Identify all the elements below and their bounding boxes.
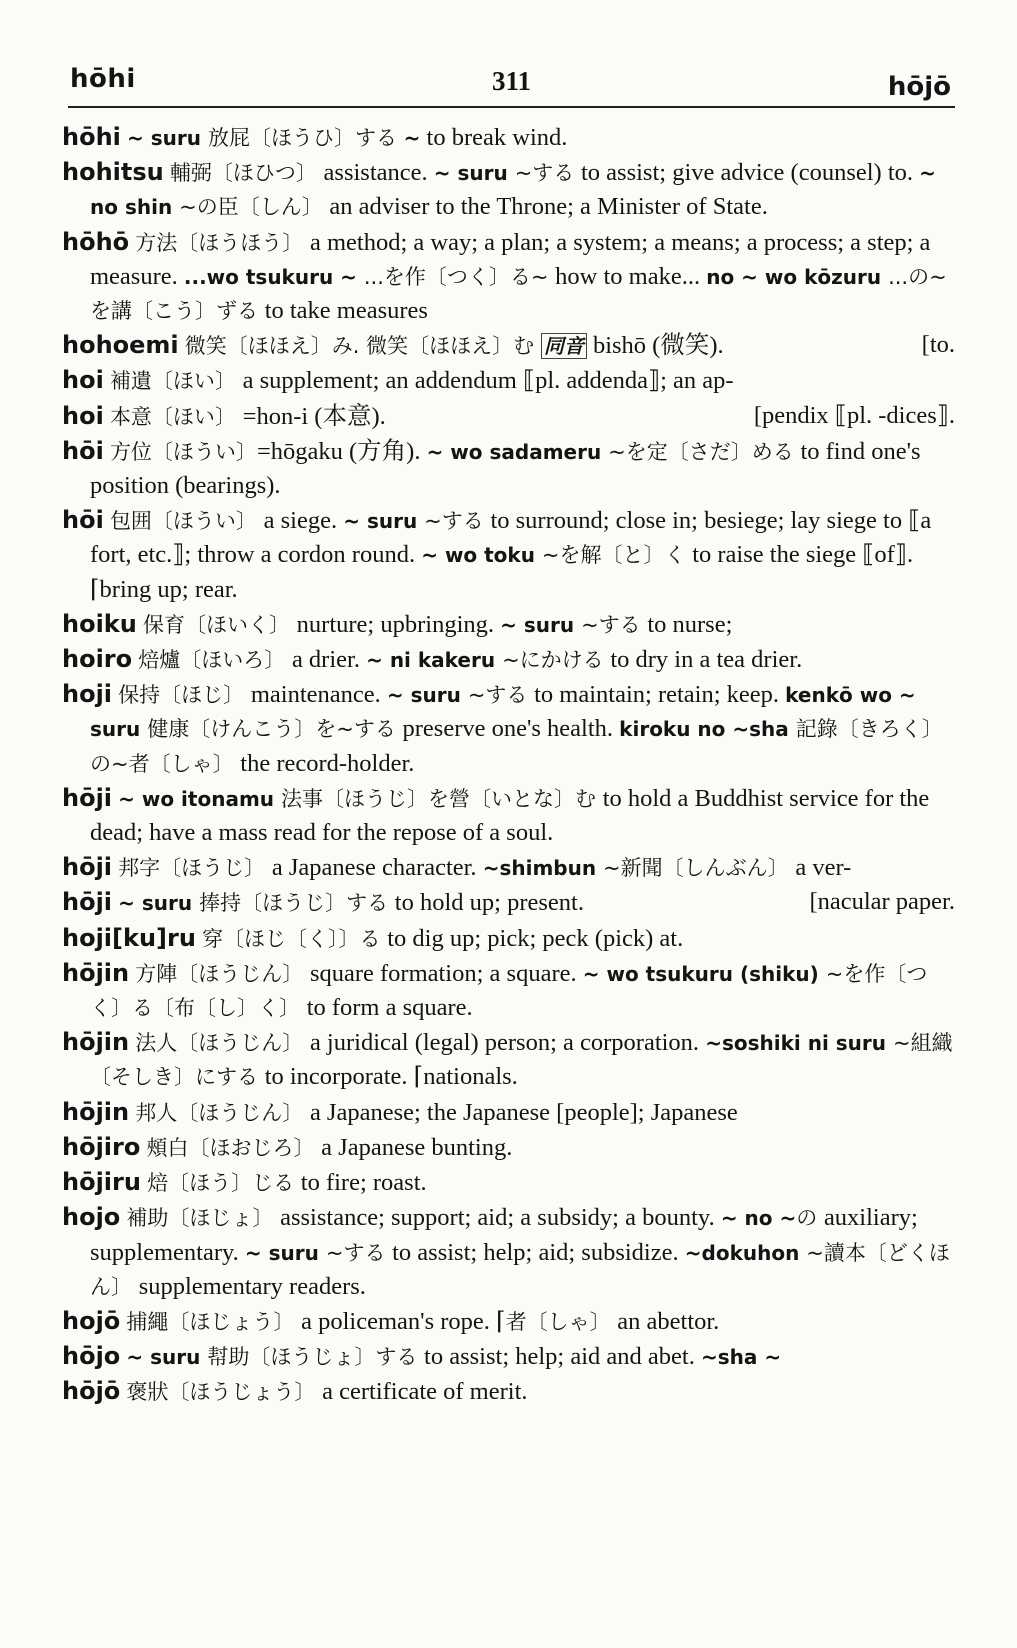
dictionary-entry: [62, 225, 955, 329]
romanized-phrase: ~ suru: [127, 126, 208, 150]
definition-text: preserve one's health.: [402, 715, 620, 743]
dictionary-entry: [62, 607, 955, 642]
japanese-text: 幇助〔ほうじょ〕する: [207, 1345, 425, 1370]
romanized-phrase: ~ ni kakeru: [366, 648, 503, 673]
japanese-text: ~を解〔と〕く: [541, 543, 693, 568]
japanese-text: ...を作〔つく〕る~: [363, 264, 556, 289]
japanese-text: ...の~を講〔こう〕ずる: [90, 264, 947, 324]
headword: hoiku: [62, 609, 137, 638]
headword: hōjin: [62, 1028, 130, 1057]
definition-text: to maintain; retain; keep.: [534, 681, 786, 709]
romanized-phrase: ~ wo sadameru: [426, 439, 609, 464]
romanized-phrase: ~ suru: [343, 509, 425, 534]
dictionary-entry: [62, 503, 955, 607]
definition-text: to hold up; present.: [394, 889, 584, 917]
japanese-text: 健康〔けんこう〕を~する: [147, 717, 403, 742]
dictionary-entry: [62, 677, 955, 781]
runover-text: [nacular paper.: [809, 888, 955, 916]
romanized-phrase: ~ suru: [118, 891, 200, 916]
headword: hōji: [62, 853, 113, 882]
definition-text: to fire; roast.: [300, 1169, 427, 1197]
romanized-phrase: ~dokuhon: [684, 1240, 807, 1265]
running-head-right: hōjō: [887, 72, 951, 102]
dictionary-entry: [62, 1374, 955, 1409]
dictionary-entry: [62, 328, 955, 363]
dictionary-entry: [62, 363, 955, 398]
dictionary-entry: [62, 1304, 955, 1339]
japanese-text: ~讀本〔どくほん〕: [90, 1240, 950, 1299]
japanese-text: 記錄〔きろく〕の~者〔しゃ〕: [90, 717, 943, 776]
definition-text: an abettor.: [617, 1307, 720, 1335]
entry-list: [62, 120, 955, 1410]
definition-text: a method; a way; a plan; a system; a means; a process; a step; a measure.: [90, 228, 931, 290]
japanese-text: ~新聞〔しんぶん〕: [603, 856, 796, 881]
definition-text: a Japanese character.: [271, 854, 483, 882]
japanese-text: 包囲〔ほうい〕: [109, 509, 264, 534]
definition-text: an adviser to the Throne; a Minister of State.: [329, 193, 768, 221]
running-head-left: hōhi: [70, 64, 136, 94]
headword: hoji[ku]ru: [62, 923, 196, 952]
japanese-text: 補遺〔ほい〕: [109, 369, 243, 394]
japanese-text: 保持〔ほじ〕: [118, 683, 251, 708]
japanese-text: ~する: [325, 1240, 393, 1265]
headword: hōjō: [62, 1377, 121, 1406]
romanized-phrase: ~ suru: [386, 683, 468, 708]
japanese-text: 捕繩〔ほじょう〕: [126, 1309, 302, 1334]
page-number: 311: [491, 66, 531, 96]
japanese-text: 焙〔ほう〕じる: [147, 1171, 301, 1196]
dictionary-entry: [62, 850, 955, 885]
definition-text: to form a square.: [306, 994, 473, 1022]
definition-text: a ver-: [795, 854, 852, 882]
definition-text: to nurse;: [647, 610, 733, 638]
definition-text: to assist; give advice (counsel) to.: [580, 159, 920, 187]
romanized-phrase: ~ wo tsukuru (shiku): [582, 961, 826, 986]
japanese-text: 放屁〔ほうひ〕する: [207, 126, 404, 150]
japanese-text: 褒狀〔ほうじょう〕: [126, 1380, 323, 1405]
headword: hōji: [62, 783, 113, 812]
definition-text: to dry in a tea drier.: [610, 646, 803, 674]
definition-text: maintenance.: [250, 681, 387, 709]
dictionary-entry: [62, 956, 955, 1025]
dictionary-entry: [62, 399, 955, 434]
definition-text: a siege.: [263, 507, 344, 535]
romanized-phrase: kenkō wo ~ suru: [90, 683, 916, 742]
definition-text: =hōgaku (方角).: [256, 437, 427, 465]
synonym-tag: 同音: [541, 333, 587, 359]
romanized-phrase: ~shimbun: [482, 856, 604, 881]
headword: hojō: [62, 1306, 121, 1335]
headword: hohitsu: [62, 158, 164, 187]
headword: hōi: [62, 506, 104, 535]
romanized-phrase: ~sha ~: [700, 1345, 782, 1370]
japanese-text: ~する: [424, 509, 491, 534]
definition-text: =hon-i (本意).: [242, 402, 386, 430]
headword: hoiro: [62, 645, 133, 674]
japanese-text: 邦字〔ほうじ〕: [118, 856, 272, 881]
japanese-text: ~する: [467, 683, 535, 708]
dictionary-entry: [62, 120, 955, 155]
romanized-phrase: ~ no ~: [720, 1206, 797, 1231]
definition-text: auxiliary; supplementary.: [90, 1204, 918, 1266]
romanized-phrase: ~: [403, 126, 421, 150]
runover-text: [to.: [921, 331, 955, 359]
definition-text: a Japanese bunting.: [321, 1133, 513, 1161]
dictionary-entry: [62, 1339, 955, 1374]
japanese-text: 微笑〔ほほえ〕み. 微笑〔ほほえ〕む: [184, 334, 541, 359]
headword: hojo: [62, 1203, 121, 1232]
definition-text: a juridical (legal) person; a corporation.: [309, 1029, 706, 1057]
definition-text: the record-holder.: [240, 749, 415, 777]
runover-text: [pendix ⟦pl. -dices⟧.: [753, 401, 955, 429]
definition-text: to take measures: [264, 297, 428, 325]
definition-text: to dig up; pick; peck (pick) at.: [387, 924, 684, 952]
headword: hōjiro: [62, 1132, 141, 1161]
japanese-text: の: [796, 1206, 824, 1231]
headword: hōhi: [62, 123, 121, 151]
japanese-text: 輔弼〔ほひつ〕: [169, 161, 324, 186]
dictionary-entry: [62, 1130, 955, 1165]
definition-text: supplementary readers.: [138, 1272, 366, 1300]
japanese-text: 邦人〔ほうじん〕: [135, 1100, 310, 1125]
definition-text: to assist; help; aid and abet.: [424, 1343, 701, 1371]
definition-text: nurture; upbringing.: [296, 610, 501, 638]
japanese-text: 方法〔ほうほう〕: [135, 230, 310, 255]
headword: hōjin: [62, 958, 130, 987]
japanese-text: 法人〔ほうじん〕: [135, 1031, 310, 1056]
dictionary-entry: [62, 434, 955, 503]
definition-text: to find one's position (bearings).: [90, 437, 921, 500]
headword: hoi: [62, 366, 104, 395]
definition-text: bishō (微笑).: [586, 332, 724, 360]
japanese-text: ~する: [581, 612, 648, 637]
romanized-phrase: ...wo tsukuru ~: [183, 264, 364, 289]
japanese-text: ~を作〔つく〕る〔布〔し〕く〕: [90, 961, 928, 1021]
headword: hōi: [62, 436, 104, 465]
dictionary-entry: [62, 921, 955, 956]
dictionary-entry: [62, 155, 955, 224]
japanese-text: 方陣〔ほうじん〕: [135, 961, 310, 986]
definition-text: a supplement; an addendum ⟦pl. addenda⟧; an ap-: [242, 367, 734, 395]
page-header: [68, 60, 955, 108]
headword: hoi: [62, 401, 104, 430]
definition-text: how to make...: [555, 262, 707, 290]
definition-text: a drier.: [291, 646, 367, 674]
definition-text: to surround; close in; besiege; lay siege to ⟦a fort, etc.⟧; throw a cordon round.: [90, 507, 932, 569]
definition-text: a policeman's rope. ⌈: [301, 1307, 506, 1335]
japanese-text: 法事〔ほうじ〕を營〔いとな〕む: [281, 786, 603, 811]
romanized-phrase: ~soshiki ni suru: [705, 1031, 893, 1056]
headword: hōjin: [62, 1097, 130, 1126]
headword: hoji: [62, 680, 113, 709]
headword: hōhō: [62, 227, 130, 256]
japanese-text: ~を定〔さだ〕める: [608, 439, 801, 464]
definition-text: square formation; a square.: [309, 959, 583, 987]
japanese-text: 頰白〔ほおじろ〕: [146, 1135, 322, 1160]
definition-text: to hold a Buddhist service for the dead; have a mass read for the repose of a soul.: [90, 784, 930, 847]
headword: hōjiru: [62, 1168, 141, 1197]
headword: hōji: [62, 888, 113, 917]
japanese-text: ~組織〔そしき〕にする: [90, 1031, 953, 1090]
definition-text: to raise the siege ⟦of⟧. ⌈bring up; rear.: [90, 541, 914, 603]
japanese-text: 方位〔ほうい〕: [109, 439, 257, 464]
japanese-text: 焙爐〔ほいろ〕: [138, 648, 292, 673]
romanized-phrase: kiroku no ~sha: [619, 717, 796, 742]
japanese-text: 者〔しゃ〕: [505, 1309, 618, 1334]
romanized-phrase: ~ wo itonamu: [118, 786, 281, 811]
romanized-phrase: ~ wo toku: [421, 543, 542, 568]
dictionary-entry: [62, 1025, 955, 1094]
romanized-phrase: ~ no shin: [90, 161, 936, 220]
definition-text: assistance.: [323, 159, 434, 187]
japanese-text: 穿〔ほじ〔く〕〕る: [202, 926, 388, 951]
japanese-text: 本意〔ほい〕: [109, 404, 243, 429]
headword: hohoemi: [62, 331, 179, 360]
definition-text: to break wind.: [420, 124, 568, 151]
dictionary-entry: [62, 781, 955, 850]
headword: hōjo: [62, 1342, 121, 1371]
definition-text: to incorporate. ⌈nationals.: [264, 1063, 518, 1091]
romanized-phrase: ~ suru: [433, 161, 515, 186]
dictionary-entry: [62, 1165, 955, 1200]
definition-text: a certificate of merit.: [322, 1378, 528, 1406]
japanese-text: ~する: [514, 161, 581, 186]
romanized-phrase: no ~ wo kōzuru: [706, 264, 889, 289]
dictionary-entry: [62, 885, 955, 920]
dictionary-entry: [62, 1200, 955, 1304]
romanized-phrase: ~ suru: [500, 612, 582, 637]
romanized-phrase: ~ suru: [126, 1345, 208, 1370]
japanese-text: ~にかける: [502, 648, 611, 673]
japanese-text: 保育〔ほいく〕: [142, 612, 297, 637]
definition-text: assistance; support; aid; a subsidy; a bounty.: [280, 1204, 721, 1232]
romanized-phrase: ~ suru: [244, 1240, 326, 1265]
japanese-text: 補助〔ほじょ〕: [126, 1206, 281, 1231]
japanese-text: ~の臣〔しん〕: [179, 195, 330, 220]
definition-text: to assist; help; aid; subsidize.: [392, 1238, 685, 1266]
dictionary-entry: [62, 1095, 955, 1130]
definition-text: a Japanese; the Japanese [people]; Japanese: [309, 1098, 738, 1126]
japanese-text: 捧持〔ほうじ〕する: [199, 891, 395, 916]
dictionary-entry: [62, 642, 955, 677]
